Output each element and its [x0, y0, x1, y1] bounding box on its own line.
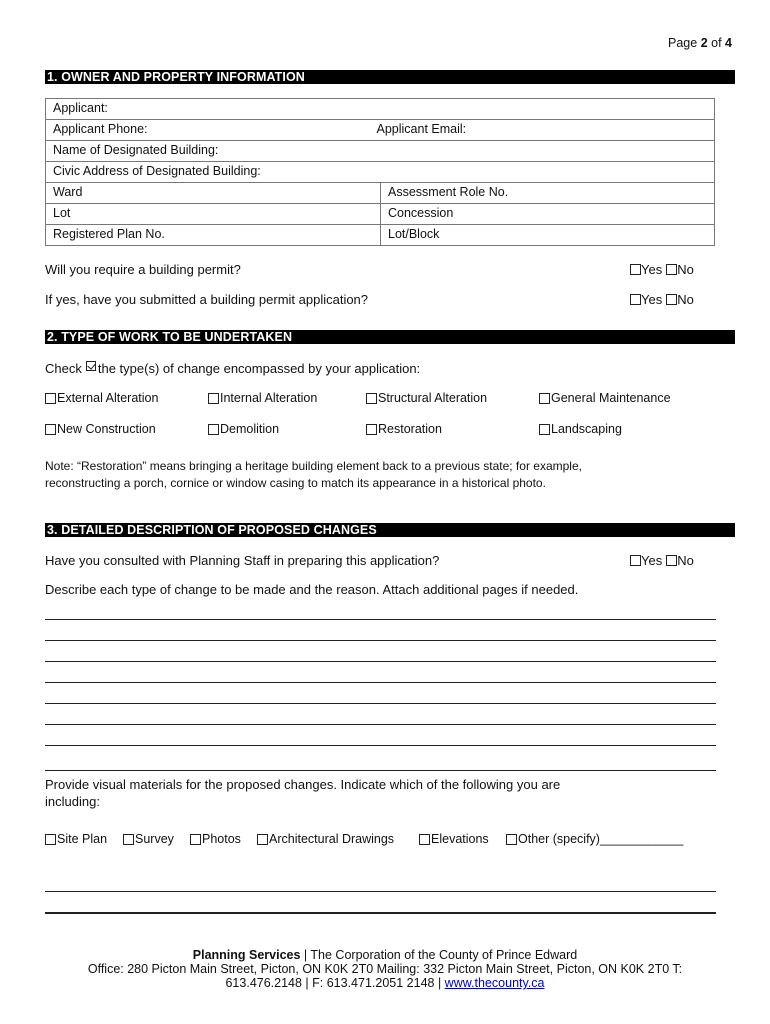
section-1-title: 1. OWNER AND PROPERTY INFORMATION	[45, 70, 357, 84]
material-elevations[interactable]: Elevations	[419, 832, 489, 846]
permit-question: Will you require a building permit?	[45, 262, 241, 277]
section-3-title: 3. DETAILED DESCRIPTION OF PROPOSED CHANGES	[45, 523, 445, 537]
checkbox-icon[interactable]	[366, 424, 377, 435]
owner-property-table	[45, 98, 715, 246]
yes-label: Yes	[641, 262, 663, 277]
checkbox-icon[interactable]	[539, 424, 550, 435]
checkbox-icon[interactable]	[208, 393, 219, 404]
description-line[interactable]	[45, 682, 716, 683]
footer-address: Office: 280 Picton Main Street, Picton, ON K0K 2T0 Mailing: 332 Picton Main Street, Picton, ON K0K 2T0 T:	[87, 962, 683, 976]
permit-yes-no	[630, 262, 694, 277]
applicant-field[interactable]: Applicant:	[46, 99, 715, 120]
materials-line[interactable]	[45, 891, 716, 892]
permit-yes-checkbox[interactable]	[630, 264, 641, 275]
checkbox-icon[interactable]	[257, 834, 268, 845]
no-label: No	[677, 553, 694, 568]
description-line[interactable]	[45, 703, 716, 704]
yes-label: Yes	[641, 292, 663, 307]
consulted-no-checkbox[interactable]	[666, 555, 677, 566]
section-2-header	[45, 330, 735, 344]
no-label: No	[677, 262, 694, 277]
check-instruction	[45, 361, 420, 376]
footer-org: Planning Services	[192, 948, 301, 962]
no-label: No	[677, 292, 694, 307]
option-internal-alteration[interactable]: Internal Alteration	[208, 391, 317, 405]
checkbox-icon[interactable]	[45, 393, 56, 404]
option-structural-alteration[interactable]: Structural Alteration	[366, 391, 487, 405]
visual-materials-instruction: Provide visual materials for the proposed changes. Indicate which of the following you are including:	[45, 777, 561, 809]
checkbox-icon[interactable]	[366, 393, 377, 404]
assessment-role-field[interactable]: Assessment Role No.	[381, 183, 715, 204]
checkbox-icon[interactable]	[208, 424, 219, 435]
permit-no-checkbox[interactable]	[666, 264, 677, 275]
section-3-header	[45, 523, 735, 537]
consulted-yes-checkbox[interactable]	[630, 555, 641, 566]
registered-plan-field[interactable]: Registered Plan No.	[46, 225, 381, 246]
checkbox-icon[interactable]	[123, 834, 134, 845]
describe-instruction: Describe each type of change to be made and the reason. Attach additional pages if needed.	[45, 582, 579, 597]
option-demolition[interactable]: Demolition	[208, 422, 279, 436]
option-external-alteration[interactable]: External Alteration	[45, 391, 158, 405]
civic-address-field[interactable]: Civic Address of Designated Building:	[46, 162, 715, 183]
website-link[interactable]: www.thecounty.ca	[444, 976, 545, 990]
check-suffix: the type(s) of change encompassed by your application:	[97, 361, 421, 376]
section-2-title: 2. TYPE OF WORK TO BE UNDERTAKEN	[45, 330, 357, 344]
checked-box-icon	[86, 361, 96, 371]
checkbox-icon[interactable]	[419, 834, 430, 845]
checkbox-icon[interactable]	[539, 393, 550, 404]
material-site-plan[interactable]: Site Plan	[45, 832, 107, 846]
lot-field[interactable]: Lot	[46, 204, 381, 225]
section-1-header	[45, 70, 735, 84]
checkbox-icon[interactable]	[506, 834, 517, 845]
footer: Planning Services | The Corporation of the County of Prince Edward Office: 280 Picton Main Street, Picton, ON K0K 2T0 Mailing: 332 Picton Main Street, Picton, ON K0K 2T0 T: 613.476.2148 | F: 613.471.2051 2148 | www.thecounty.ca	[0, 948, 770, 990]
applicant-email-label: Applicant Email:	[376, 122, 467, 136]
applicant-phone-label: Applicant Phone:	[53, 122, 148, 136]
submitted-yes-checkbox[interactable]	[630, 294, 641, 305]
description-line[interactable]	[45, 770, 716, 771]
checkbox-icon[interactable]	[190, 834, 201, 845]
description-line[interactable]	[45, 640, 716, 641]
submitted-yes-no	[630, 292, 694, 307]
consulted-yes-no	[630, 553, 694, 568]
building-name-field[interactable]: Name of Designated Building:	[46, 141, 715, 162]
concession-field[interactable]: Concession	[381, 204, 715, 225]
material-architectural-drawings[interactable]: Architectural Drawings	[257, 832, 394, 846]
description-line[interactable]	[45, 661, 716, 662]
lot-block-field[interactable]: Lot/Block	[381, 225, 715, 246]
yes-label: Yes	[641, 553, 663, 568]
checkbox-icon[interactable]	[45, 424, 56, 435]
option-general-maintenance[interactable]: General Maintenance	[539, 391, 671, 405]
material-other-specify[interactable]: Other (specify)____________	[506, 832, 683, 846]
restoration-note: Note: “Restoration” means bringing a heritage building element back to a previous state; for example, reconstructing a porch, cornice or window casing to match its appearance in a historical photo.	[45, 459, 582, 490]
option-landscaping[interactable]: Landscaping	[539, 422, 622, 436]
submitted-question: If yes, have you submitted a building permit application?	[45, 292, 369, 307]
material-survey[interactable]: Survey	[123, 832, 174, 846]
description-line[interactable]	[45, 619, 716, 620]
material-photos[interactable]: Photos	[190, 832, 241, 846]
submitted-no-checkbox[interactable]	[666, 294, 677, 305]
footer-phone: 613.476.2148 | F: 613.471.2051 2148 |	[225, 976, 445, 990]
option-restoration[interactable]: Restoration	[366, 422, 442, 436]
check-prefix: Check	[45, 361, 82, 376]
checkbox-icon[interactable]	[45, 834, 56, 845]
page-number: Page 2 of 4	[668, 36, 732, 50]
description-line[interactable]	[45, 724, 716, 725]
consulted-question: Have you consulted with Planning Staff in preparing this application?	[45, 553, 440, 568]
materials-line[interactable]	[45, 912, 716, 914]
description-line[interactable]	[45, 745, 716, 746]
option-new-construction[interactable]: New Construction	[45, 422, 156, 436]
ward-field[interactable]: Ward	[46, 183, 381, 204]
applicant-contact-row[interactable]	[46, 120, 715, 141]
